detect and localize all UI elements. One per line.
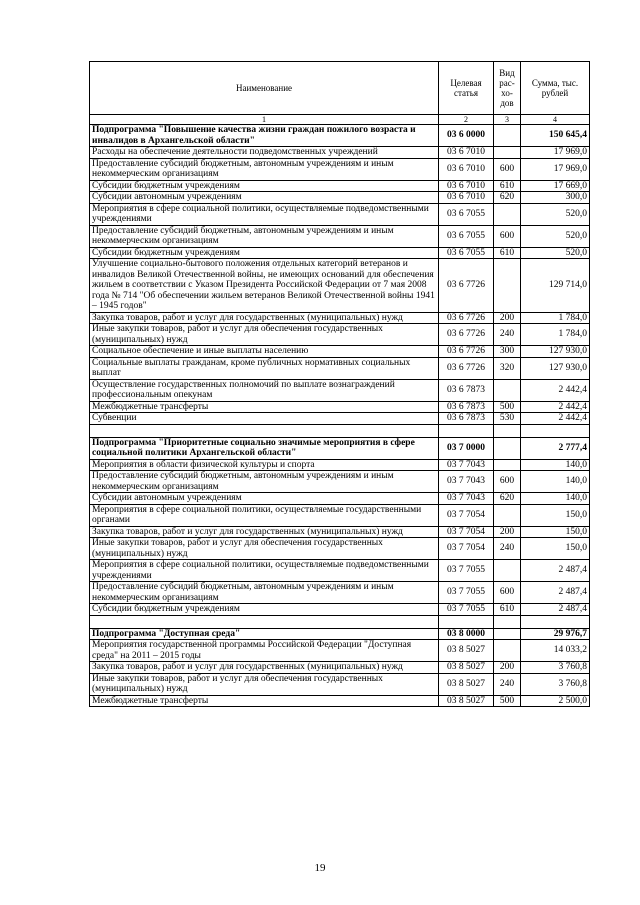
table-row <box>90 459 590 471</box>
row-code-cell: 03 6 0000 <box>439 125 494 147</box>
row-sum-cell: 2 500,0 <box>521 695 590 707</box>
row-sum-cell: 520,0 <box>521 247 590 259</box>
row-vid-cell: 240 <box>494 538 521 560</box>
column-index-row <box>90 115 590 125</box>
row-code-cell: 03 7 7043 <box>439 459 494 471</box>
row-sum-cell: 2 442,4 <box>521 379 590 401</box>
row-vid-cell: 600 <box>494 158 521 180</box>
subprogram-row <box>90 437 590 459</box>
header-vid: Вид рас- хо- дов <box>494 62 521 115</box>
row-sum-cell: 140,0 <box>521 471 590 493</box>
spacer-row <box>90 424 590 437</box>
row-sum-cell: 140,0 <box>521 493 590 505</box>
row-sum-cell: 1 784,0 <box>521 312 590 324</box>
table-row <box>90 604 590 616</box>
row-sum-cell: 520,0 <box>521 203 590 225</box>
row-code-cell: 03 6 7726 <box>439 259 494 313</box>
table-row <box>90 538 590 560</box>
row-sum-cell: 2 442,4 <box>521 413 590 425</box>
row-sum-cell: 2 442,4 <box>521 401 590 413</box>
row-code-cell <box>439 615 494 628</box>
spacer-row <box>90 615 590 628</box>
row-sum-cell: 127 930,0 <box>521 346 590 358</box>
row-code-cell: 03 6 7873 <box>439 379 494 401</box>
row-vid-cell: 610 <box>494 180 521 192</box>
table-row <box>90 401 590 413</box>
row-vid-cell <box>494 628 521 640</box>
row-vid-cell: 320 <box>494 357 521 379</box>
column-index-cell: 4 <box>521 115 590 125</box>
row-code-cell: 03 8 5027 <box>439 695 494 707</box>
row-vid-cell <box>494 560 521 582</box>
row-code-cell: 03 7 7054 <box>439 526 494 538</box>
row-name-cell: Субсидии бюджетным учреждениям <box>90 604 439 616</box>
row-vid-cell: 530 <box>494 413 521 425</box>
row-name-cell: Предоставление субсидий бюджетным, автономным учреждениям и иным некоммерческим организациям <box>90 158 439 180</box>
row-vid-cell: 600 <box>494 582 521 604</box>
row-vid-cell: 620 <box>494 192 521 204</box>
table-row <box>90 560 590 582</box>
row-name-cell: Субсидии бюджетным учреждениям <box>90 247 439 259</box>
row-code-cell: 03 6 7055 <box>439 247 494 259</box>
row-code-cell: 03 7 7054 <box>439 538 494 560</box>
row-code-cell: 03 6 7726 <box>439 346 494 358</box>
row-sum-cell: 3 760,8 <box>521 673 590 695</box>
row-name-cell: Межбюджетные трансферты <box>90 401 439 413</box>
row-vid-cell <box>494 203 521 225</box>
row-code-cell: 03 6 7010 <box>439 158 494 180</box>
row-sum-cell: 3 760,8 <box>521 662 590 674</box>
row-name-cell: Подпрограмма "Доступная среда" <box>90 628 439 640</box>
table-row <box>90 526 590 538</box>
row-code-cell <box>439 424 494 437</box>
row-code-cell: 03 6 7873 <box>439 413 494 425</box>
row-code-cell: 03 6 7726 <box>439 324 494 346</box>
row-vid-cell: 240 <box>494 324 521 346</box>
table-row <box>90 504 590 526</box>
table-row <box>90 158 590 180</box>
row-name-cell: Предоставление субсидий бюджетным, автономным учреждениям и иным некоммерческим организациям <box>90 471 439 493</box>
row-vid-cell <box>494 379 521 401</box>
row-name-cell: Мероприятия в сфере социальной политики, осуществляемые подведомственными учреждениями <box>90 560 439 582</box>
row-name-cell: Мероприятия в области физической культуры и спорта <box>90 459 439 471</box>
row-code-cell: 03 7 7055 <box>439 560 494 582</box>
header-sum: Сумма, тыс. рублей <box>521 62 590 115</box>
column-index-cell: 2 <box>439 115 494 125</box>
row-code-cell: 03 8 5027 <box>439 662 494 674</box>
table-row <box>90 225 590 247</box>
row-name-cell: Закупка товаров, работ и услуг для государственных (муниципальных) нужд <box>90 312 439 324</box>
table-body <box>90 125 590 707</box>
row-sum-cell: 14 033,2 <box>521 640 590 662</box>
row-sum-cell: 29 976,7 <box>521 628 590 640</box>
row-sum-cell: 150,0 <box>521 504 590 526</box>
row-name-cell: Предоставление субсидий бюджетным, автономным учреждениям и иным некоммерческим организациям <box>90 582 439 604</box>
table-row <box>90 582 590 604</box>
row-name-cell: Предоставление субсидий бюджетным, автономным учреждениям и иным некоммерческим организациям <box>90 225 439 247</box>
row-code-cell: 03 7 7055 <box>439 604 494 616</box>
row-vid-cell: 500 <box>494 401 521 413</box>
row-vid-cell <box>494 504 521 526</box>
table-row <box>90 324 590 346</box>
row-vid-cell <box>494 147 521 159</box>
row-name-cell: Улучшение социально-бытового положения отдельных категорий ветеранов и инвалидов Великой Отечественной войны, не имеющих оснований для обеспечения жильем в соответствии с Указом Президента Российской Федерации от 7 мая 2008 года № 714 "Об обеспечении жильем ветеранов Великой Отечественной войны 1941 – 1945 годов" <box>90 259 439 313</box>
row-vid-cell: 200 <box>494 526 521 538</box>
row-name-cell: Социальные выплаты гражданам, кроме публичных нормативных социальных выплат <box>90 357 439 379</box>
table-row <box>90 247 590 259</box>
row-name-cell: Субвенции <box>90 413 439 425</box>
row-sum-cell: 2 777,4 <box>521 437 590 459</box>
budget-table-container <box>89 61 589 707</box>
subprogram-row <box>90 125 590 147</box>
row-code-cell: 03 6 7055 <box>439 225 494 247</box>
row-vid-cell: 200 <box>494 312 521 324</box>
row-code-cell: 03 7 0000 <box>439 437 494 459</box>
table-row <box>90 147 590 159</box>
row-sum-cell: 150,0 <box>521 538 590 560</box>
row-name-cell: Закупка товаров, работ и услуг для государственных (муниципальных) нужд <box>90 662 439 674</box>
row-sum-cell: 150 645,4 <box>521 125 590 147</box>
table-row <box>90 471 590 493</box>
row-vid-cell: 600 <box>494 471 521 493</box>
row-name-cell: Мероприятия государственной программы Российской Федерации "Доступная среда" на 2011 – 2015 годы <box>90 640 439 662</box>
row-sum-cell: 129 714,0 <box>521 259 590 313</box>
row-name-cell: Иные закупки товаров, работ и услуг для обеспечения государственных (муниципальных) нужд <box>90 538 439 560</box>
row-code-cell: 03 6 7055 <box>439 203 494 225</box>
budget-table <box>89 61 590 707</box>
row-code-cell: 03 6 7726 <box>439 312 494 324</box>
row-vid-cell: 500 <box>494 695 521 707</box>
row-vid-cell: 200 <box>494 662 521 674</box>
row-vid-cell: 240 <box>494 673 521 695</box>
row-name-cell: Закупка товаров, работ и услуг для государственных (муниципальных) нужд <box>90 526 439 538</box>
row-vid-cell: 300 <box>494 346 521 358</box>
row-sum-cell: 520,0 <box>521 225 590 247</box>
row-sum-cell: 127 930,0 <box>521 357 590 379</box>
row-code-cell: 03 8 5027 <box>439 640 494 662</box>
row-name-cell: Социальное обеспечение и иные выплаты населению <box>90 346 439 358</box>
table-row <box>90 346 590 358</box>
row-sum-cell: 1 784,0 <box>521 324 590 346</box>
table-row <box>90 357 590 379</box>
row-vid-cell <box>494 424 521 437</box>
row-sum-cell <box>521 615 590 628</box>
column-index-cell: 1 <box>90 115 439 125</box>
row-name-cell: Субсидии автономным учреждениям <box>90 493 439 505</box>
row-sum-cell: 2 487,4 <box>521 604 590 616</box>
row-code-cell: 03 6 7010 <box>439 147 494 159</box>
table-row <box>90 662 590 674</box>
row-sum-cell: 300,0 <box>521 192 590 204</box>
row-vid-cell <box>494 640 521 662</box>
row-name-cell: Подпрограмма "Приоритетные социально значимые мероприятия в сфере социальной политики Архангельской области" <box>90 437 439 459</box>
row-name-cell: Межбюджетные трансферты <box>90 695 439 707</box>
row-vid-cell: 610 <box>494 604 521 616</box>
row-code-cell: 03 8 0000 <box>439 628 494 640</box>
row-code-cell: 03 7 7055 <box>439 582 494 604</box>
row-name-cell: Подпрограмма "Повышение качества жизни граждан пожилого возраста и инвалидов в Архангельской области" <box>90 125 439 147</box>
row-name-cell: Иные закупки товаров, работ и услуг для обеспечения государственных (муниципальных) нужд <box>90 324 439 346</box>
row-sum-cell: 2 487,4 <box>521 582 590 604</box>
table-row <box>90 695 590 707</box>
table-row <box>90 259 590 313</box>
table-row <box>90 493 590 505</box>
row-name-cell: Расходы на обеспечение деятельности подведомственных учреждений <box>90 147 439 159</box>
table-row <box>90 379 590 401</box>
row-name-cell: Иные закупки товаров, работ и услуг для обеспечения государственных (муниципальных) нужд <box>90 673 439 695</box>
row-code-cell: 03 7 7043 <box>439 471 494 493</box>
row-vid-cell <box>494 437 521 459</box>
table-row <box>90 640 590 662</box>
row-code-cell: 03 6 7010 <box>439 192 494 204</box>
header-row <box>90 62 590 115</box>
row-name-cell: Субсидии бюджетным учреждениям <box>90 180 439 192</box>
row-code-cell: 03 6 7726 <box>439 357 494 379</box>
table-row <box>90 413 590 425</box>
row-code-cell: 03 7 7043 <box>439 493 494 505</box>
table-row <box>90 673 590 695</box>
subprogram-row <box>90 628 590 640</box>
table-row <box>90 180 590 192</box>
row-vid-cell <box>494 459 521 471</box>
row-name-cell: Осуществление государственных полномочий по выплате вознаграждений профессиональным опекунам <box>90 379 439 401</box>
row-vid-cell: 620 <box>494 493 521 505</box>
row-name-cell <box>90 615 439 628</box>
row-vid-cell: 610 <box>494 247 521 259</box>
header-name: Наименование <box>90 62 439 115</box>
column-index-cell: 3 <box>494 115 521 125</box>
row-vid-cell <box>494 125 521 147</box>
header-code: Целевая статья <box>439 62 494 115</box>
row-sum-cell: 2 487,4 <box>521 560 590 582</box>
row-name-cell: Субсидии автономным учреждениям <box>90 192 439 204</box>
row-sum-cell: 17 669,0 <box>521 180 590 192</box>
row-vid-cell: 600 <box>494 225 521 247</box>
table-row <box>90 203 590 225</box>
row-sum-cell: 150,0 <box>521 526 590 538</box>
row-name-cell: Мероприятия в сфере социальной политики, осуществляемые государственными органами <box>90 504 439 526</box>
row-code-cell: 03 6 7010 <box>439 180 494 192</box>
row-sum-cell: 140,0 <box>521 459 590 471</box>
row-sum-cell: 17 969,0 <box>521 158 590 180</box>
row-code-cell: 03 8 5027 <box>439 673 494 695</box>
table-row <box>90 192 590 204</box>
row-sum-cell <box>521 424 590 437</box>
row-code-cell: 03 7 7054 <box>439 504 494 526</box>
page-number: 19 <box>314 862 326 874</box>
row-code-cell: 03 6 7873 <box>439 401 494 413</box>
row-vid-cell <box>494 259 521 313</box>
row-name-cell: Мероприятия в сфере социальной политики, осуществляемые подведомственными учреждениями <box>90 203 439 225</box>
table-row <box>90 312 590 324</box>
row-name-cell <box>90 424 439 437</box>
row-vid-cell <box>494 615 521 628</box>
row-sum-cell: 17 969,0 <box>521 147 590 159</box>
